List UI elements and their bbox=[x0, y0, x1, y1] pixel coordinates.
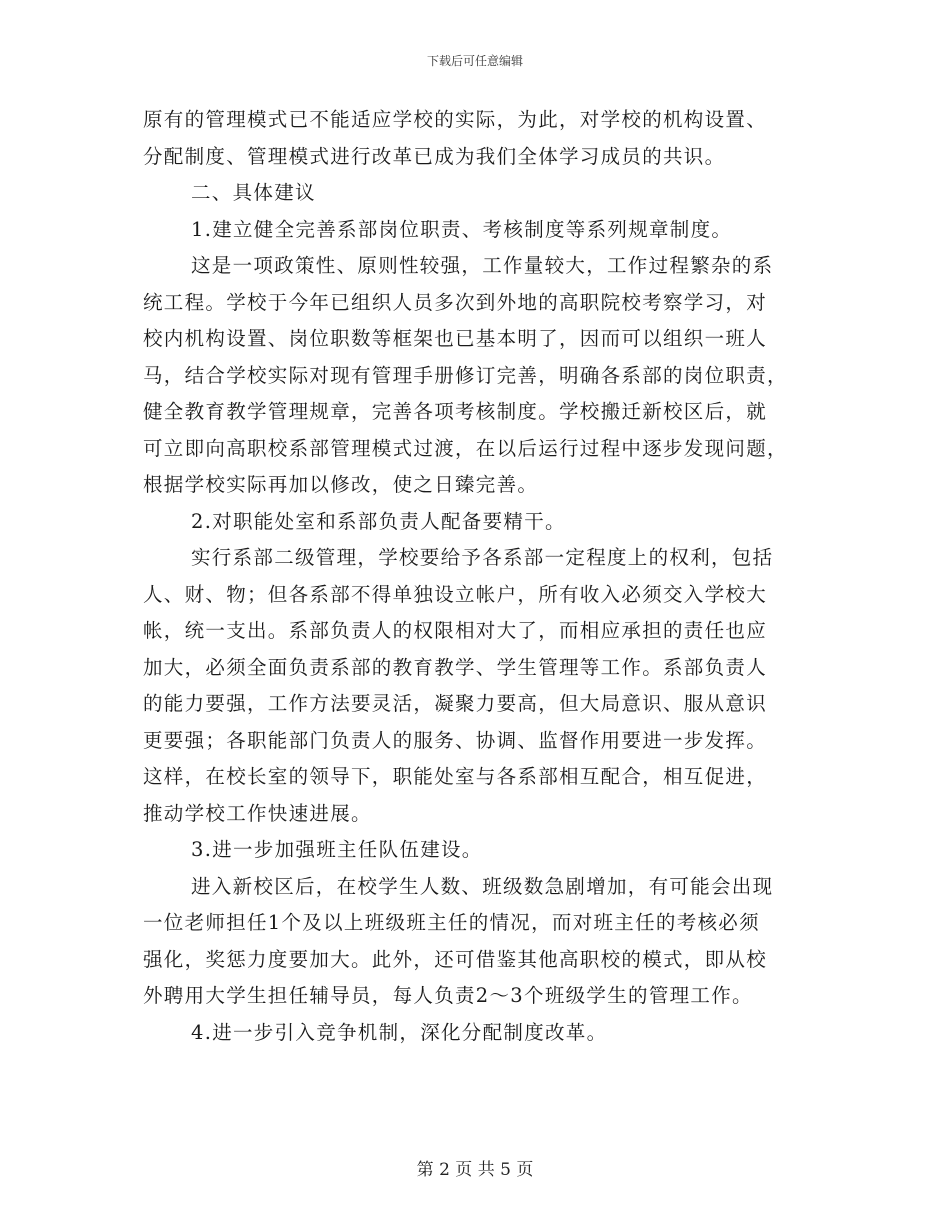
text-line: 4.进一步引入竞争机制，深化分配制度改革。 bbox=[191, 1020, 608, 1044]
text-line: 一位老师担任1个及以上班级班主任的情况，而对班主任的考核必须 bbox=[143, 911, 760, 934]
text-line: 实行系部二级管理，学校要给予各系部一定程度上的权利，包括 bbox=[191, 546, 774, 569]
text-line: 人、财、物；但各系部不得单独设立帐户，所有收入必须交入学校大 bbox=[143, 582, 768, 606]
page-footer: 第 2 页 共 5 页 bbox=[416, 1160, 534, 1180]
text-line: 分配制度、管理模式进行改革已成为我们全体学习成员的共识。 bbox=[143, 144, 726, 168]
text-line: 2.对职能处室和系部负责人配备要精干。 bbox=[191, 509, 566, 533]
text-line: 3.进一步加强班主任队伍建设。 bbox=[191, 838, 483, 861]
text-line: 推动学校工作快速进展。 bbox=[143, 801, 372, 825]
text-line: 二、具体建议 bbox=[191, 181, 316, 204]
text-line: 马，结合学校实际对现有管理手册修订完善，明确各系部的岗位职责， bbox=[143, 363, 788, 387]
text-line: 校内机构设置、岗位职数等框架也已基本明了，因而可以组织一班人 bbox=[143, 327, 768, 350]
text-line: 健全教育教学管理规章，完善各项考核制度。学校搬迁新校区后，就 bbox=[143, 400, 768, 423]
text-line: 1.建立健全完善系部岗位职责、考核制度等系列规章制度。 bbox=[191, 217, 733, 241]
text-line: 进入新校区后，在校学生人数、班级数急剧增加，有可能会出现 bbox=[191, 874, 774, 898]
text-line: 原有的管理模式已不能适应学校的实际，为此，对学校的机构设置、 bbox=[143, 108, 768, 131]
text-line: 这是一项政策性、原则性较强，工作量较大，工作过程繁杂的系 bbox=[191, 254, 774, 277]
text-line: 外聘用大学生担任辅导员，每人负责2～3个班级学生的管理工作。 bbox=[143, 984, 753, 1007]
text-line: 根据学校实际再加以修改，使之日臻完善。 bbox=[143, 473, 539, 496]
text-line: 加大，必须全面负责系部的教育教学、学生管理等工作。系部负责人 bbox=[143, 655, 768, 679]
page-header: 下载后可任意编辑 bbox=[426, 54, 523, 68]
text-line: 的能力要强，工作方法要灵活，凝聚力要高，但大局意识、服从意识 bbox=[143, 692, 768, 715]
text-line: 统工程。学校于今年已组织人员多次到外地的高职院校考察学习，对 bbox=[143, 290, 768, 314]
text-line: 帐，统一支出。系部负责人的权限相对大了，而相应承担的责任也应 bbox=[143, 619, 768, 642]
text-line: 可立即向高职校系部管理模式过渡，在以后运行过程中逐步发现问题， bbox=[143, 436, 788, 460]
text-line: 更要强；各职能部门负责人的服务、协调、监督作用要进一步发挥。 bbox=[143, 728, 768, 752]
document-body bbox=[143, 102, 808, 1051]
text-line: 这样，在校长室的领导下，职能处室与各系部相互配合，相互促进， bbox=[143, 765, 768, 788]
text-line: 强化，奖惩力度要加大。此外，还可借鉴其他高职校的模式，即从校 bbox=[143, 947, 768, 971]
